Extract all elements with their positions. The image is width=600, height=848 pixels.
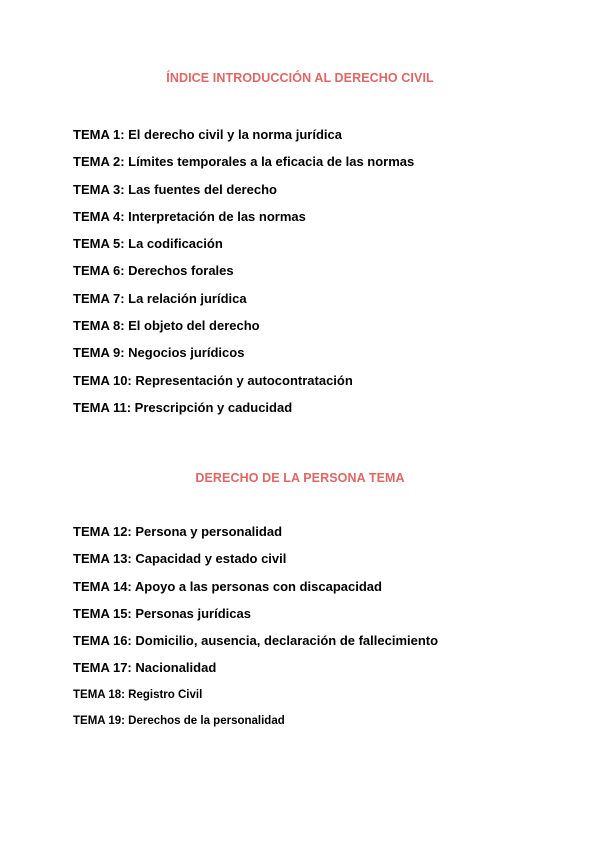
- section-heading-persona: DERECHO DE LA PERSONA TEMA: [195, 471, 405, 485]
- toc-item: TEMA 12: Persona y personalidad: [73, 524, 283, 539]
- toc-item: TEMA 15: Personas jurídicas: [73, 605, 251, 621]
- toc-item: TEMA 11: Prescripción y caducidad: [73, 399, 293, 415]
- toc-item: TEMA 17: Nacionalidad: [73, 660, 217, 676]
- toc-item: TEMA 1: El derecho civil y la norma jurídica: [73, 127, 342, 142]
- toc-item: TEMA 7: La relación jurídica: [73, 290, 247, 306]
- section-heading-introduccion: ÍNDICE INTRODUCCIÓN AL DERECHO CIVIL: [166, 71, 434, 85]
- toc-item: TEMA 3: Las fuentes del derecho: [73, 181, 277, 197]
- toc-item: TEMA 2: Límites temporales a la eficacia de las normas: [73, 154, 415, 170]
- toc-item: TEMA 9: Negocios jurídicos: [73, 345, 245, 361]
- toc-item: TEMA 4: Interpretación de las normas: [73, 208, 306, 224]
- toc-item: TEMA 13: Capacidad y estado civil: [73, 551, 287, 567]
- toc-item: TEMA 5: La codificación: [73, 236, 223, 252]
- toc-item: TEMA 18: Registro Civil: [73, 688, 203, 701]
- toc-item: TEMA 10: Representación y autocontratación: [73, 372, 353, 388]
- toc-list-persona: [73, 518, 438, 734]
- toc-item: TEMA 6: Derechos forales: [73, 263, 234, 279]
- toc-item: TEMA 19: Derechos de la personalidad: [73, 714, 285, 727]
- toc-item: TEMA 16: Domicilio, ausencia, declaración de fallecimiento: [73, 633, 439, 649]
- toc-item: TEMA 14: Apoyo a las personas con discapacidad: [73, 578, 382, 594]
- toc-item: TEMA 8: El objeto del derecho: [73, 318, 260, 334]
- toc-list-introduccion: [73, 121, 414, 421]
